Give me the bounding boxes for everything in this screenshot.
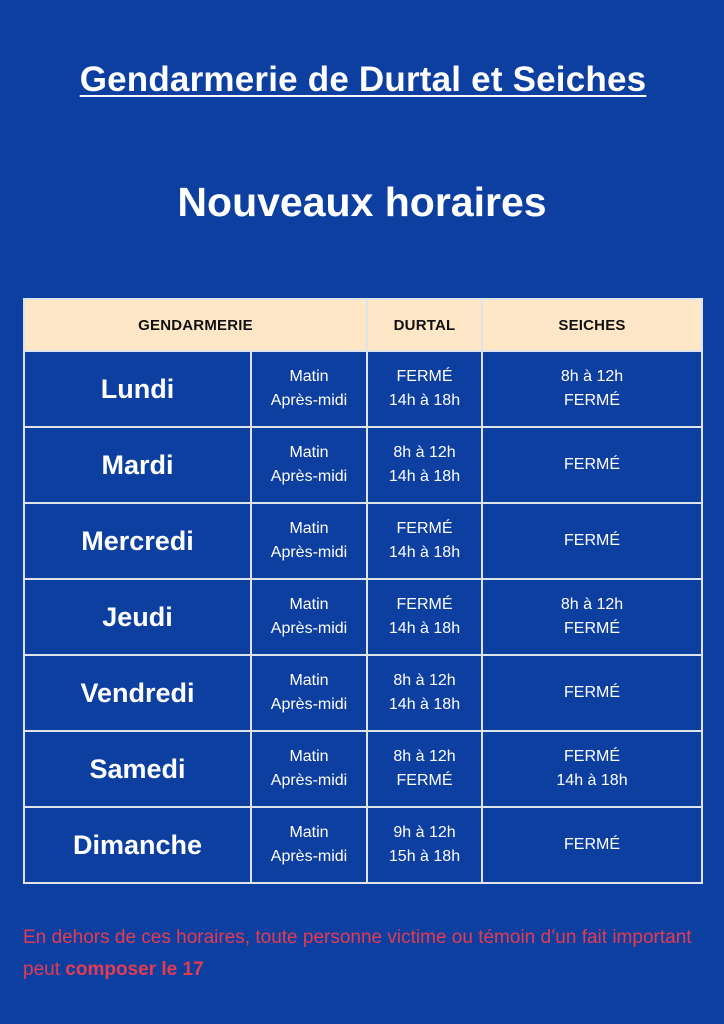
durtal-hours-cell [367,731,482,807]
period-cell [251,731,367,807]
period-cell [251,503,367,579]
note-emphasis: composer le 17 [65,959,204,980]
period-cell [251,351,367,427]
durtal-hours-cell [367,427,482,503]
subtitle: Nouveaux horaires [177,179,547,225]
durtal-morning: FERMÉ [396,596,453,613]
seiches-hours-cell: FERMÉ [482,807,702,883]
durtal-afternoon: 14h à 18h [388,544,461,561]
durtal-hours-cell [367,655,482,731]
schedule-table [23,298,703,884]
period-cell [251,807,367,883]
seiches-morning: 8h à 12h [560,368,624,385]
durtal-morning: 9h à 12h [393,824,456,841]
seiches-afternoon: 14h à 18h [556,772,628,789]
durtal-afternoon: FERMÉ [396,772,453,789]
table-header [24,299,702,351]
table-row-vendredi [24,655,702,731]
note-text: En dehors de ces horaires, toute personne victime ou témoin d’un fait important peut [23,927,692,980]
period-morning: Matin [289,368,329,385]
period-afternoon: Après-midi [270,544,348,561]
day-cell: Dimanche [24,807,251,883]
durtal-afternoon: 14h à 18h [388,392,461,409]
period-morning: Matin [289,596,329,613]
table-row-lundi [24,351,702,427]
durtal-hours-cell [367,579,482,655]
durtal-hours-cell [367,351,482,427]
period-afternoon: Après-midi [270,848,348,865]
period-cell [251,427,367,503]
durtal-hours-cell [367,807,482,883]
table-body [24,351,702,883]
day-cell: Mercredi [24,503,251,579]
table-row-dimanche [24,807,702,883]
seiches-afternoon: FERMÉ [564,392,620,409]
durtal-hours-cell [367,503,482,579]
seiches-afternoon: FERMÉ [564,620,620,637]
durtal-afternoon: 14h à 18h [388,468,461,485]
seiches-hours-cell: FERMÉ [482,427,702,503]
period-morning: Matin [289,520,329,537]
durtal-morning: 8h à 12h [393,672,456,689]
table-row-samedi [24,731,702,807]
header-durtal: DURTAL [367,299,482,351]
period-morning: Matin [289,444,329,461]
seiches-hours-cell: FERMÉ [482,655,702,731]
header-seiches: SEICHES [482,299,702,351]
period-afternoon: Après-midi [270,392,348,409]
seiches-hours-cell [482,731,702,807]
seiches-morning: 8h à 12h [560,596,624,613]
period-afternoon: Après-midi [270,468,348,485]
period-cell [251,579,367,655]
page-title [16,58,710,102]
header-row [24,299,702,351]
durtal-afternoon: 14h à 18h [388,620,461,637]
table-row-jeudi [24,579,702,655]
title-text: Gendarmerie de Durtal et Seiches [79,60,647,99]
period-afternoon: Après-midi [270,620,348,637]
durtal-afternoon: 15h à 18h [388,848,461,865]
period-cell [251,655,367,731]
period-afternoon: Après-midi [270,696,348,713]
day-cell: Lundi [24,351,251,427]
day-cell: Jeudi [24,579,251,655]
period-morning: Matin [289,672,329,689]
seiches-hours-cell: FERMÉ [482,503,702,579]
table-row-mardi [24,427,702,503]
durtal-morning: FERMÉ [396,520,453,537]
durtal-morning: 8h à 12h [393,748,456,765]
durtal-afternoon: 14h à 18h [388,696,461,713]
seiches-hours-cell [482,579,702,655]
table-row-mercredi [24,503,702,579]
period-morning: Matin [289,748,329,765]
durtal-morning: 8h à 12h [393,444,456,461]
emergency-note [23,922,713,986]
header-gendarmerie: GENDARMERIE [24,299,367,351]
day-cell: Vendredi [24,655,251,731]
day-cell: Mardi [24,427,251,503]
seiches-morning: FERMÉ [564,748,620,765]
durtal-morning: FERMÉ [396,368,453,385]
day-cell: Samedi [24,731,251,807]
seiches-hours-cell [482,351,702,427]
period-morning: Matin [289,824,329,841]
period-afternoon: Après-midi [270,772,348,789]
